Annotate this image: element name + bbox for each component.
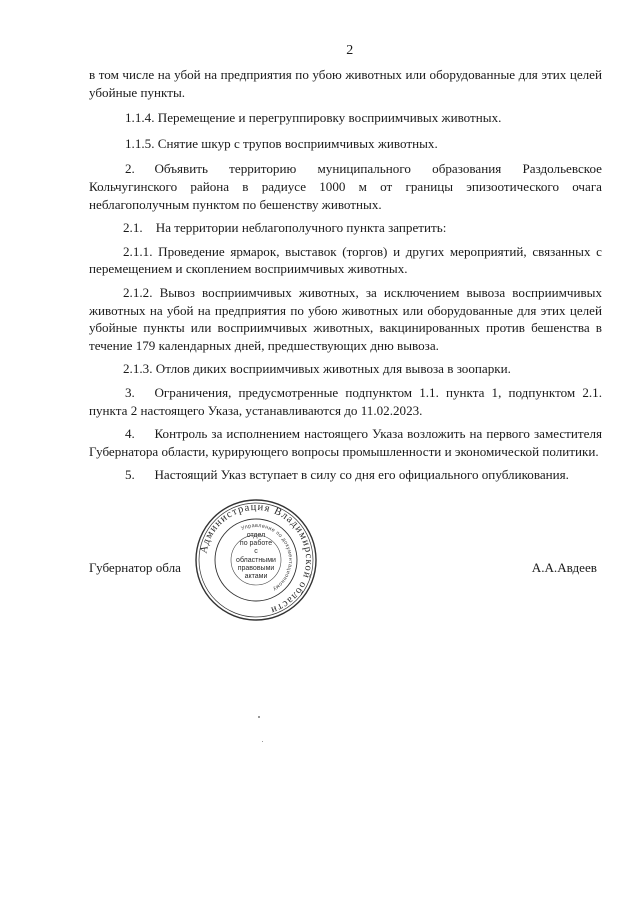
stamp-center-text [235,532,277,581]
paragraph-2: 2. Объявить территорию муниципального образования Раздольевское Кольчугинского района в радиусе 1000 м от границы эпизоотического очага неблагополучным пунктом по бешенству животных. [89,161,602,212]
paragraph-4: 4. Контроль за исполнением настоящего Указа возложить на первого заместителя Губернатора области, курирующего вопросы промышленности и экономической политики. [89,426,602,459]
stamp-outer-text: Администрация Владимирской области [198,501,315,616]
paragraph-1-1-4: 1.1.4. Перемещение и перегруппировку восприимчивых животных. [125,110,502,126]
page-number: 2 [346,43,354,58]
paragraph-2-1-1: 2.1.1. Проведение ярмарок, выставок (торгов) и других мероприятий, связанных с перемещением и скоплением восприимчивых животных. [89,243,602,277]
signatory-title: Губернатор обла [89,560,181,575]
scan-speck [258,716,260,718]
paragraph-5: 5. Настоящий Указ вступает в силу со дня его официального опубликования. [125,467,569,483]
paragraph-3: 3. Ограничения, предусмотренные подпунктом 1.1. пункта 1, подпунктом 2.1. пункта 2 настоящего Указа, устанавливаются до 11.02.2023. [89,384,602,418]
stamp-center-line: актами [244,573,268,581]
stamp-center-line: отдел [246,532,266,539]
stamp-center-line: по работе [239,540,273,548]
stamp-center-line: с областными [236,548,276,564]
stamp-center-line: правовыми [237,564,275,572]
document-body [89,66,602,484]
scan-speck [262,741,263,742]
paragraph-2-1-2: 2.1.2. Вывоз восприимчивых животных, за исключением вывоза восприимчивых животных на убой на предприятия по убою животных или оборудованные для этих целей убойные пункты или восприимчивых животных, вакцинированных против бешенства в течение 179 календарных дней, предшествующих дню вывоза. [89,284,602,353]
paragraph-continuation: в том числе на убой на предприятия по убою животных или оборудованные для этих целей убойные пункты. [89,67,602,100]
paragraph-1-1-5: 1.1.5. Снятие шкур с трупов восприимчивых животных. [125,135,438,151]
official-stamp [193,497,319,623]
signatory-name: А.А.Авдеев [531,560,597,575]
stamp-inner-text: Управление по документационному [240,522,294,592]
signature-block [89,560,602,580]
paragraph-2-1-3: 2.1.3. Отлов диких восприимчивых животных для вывоза в зоопарки. [123,361,511,377]
paragraph-2-1: 2.1. На территории неблагополучного пункта запретить: [123,220,447,236]
